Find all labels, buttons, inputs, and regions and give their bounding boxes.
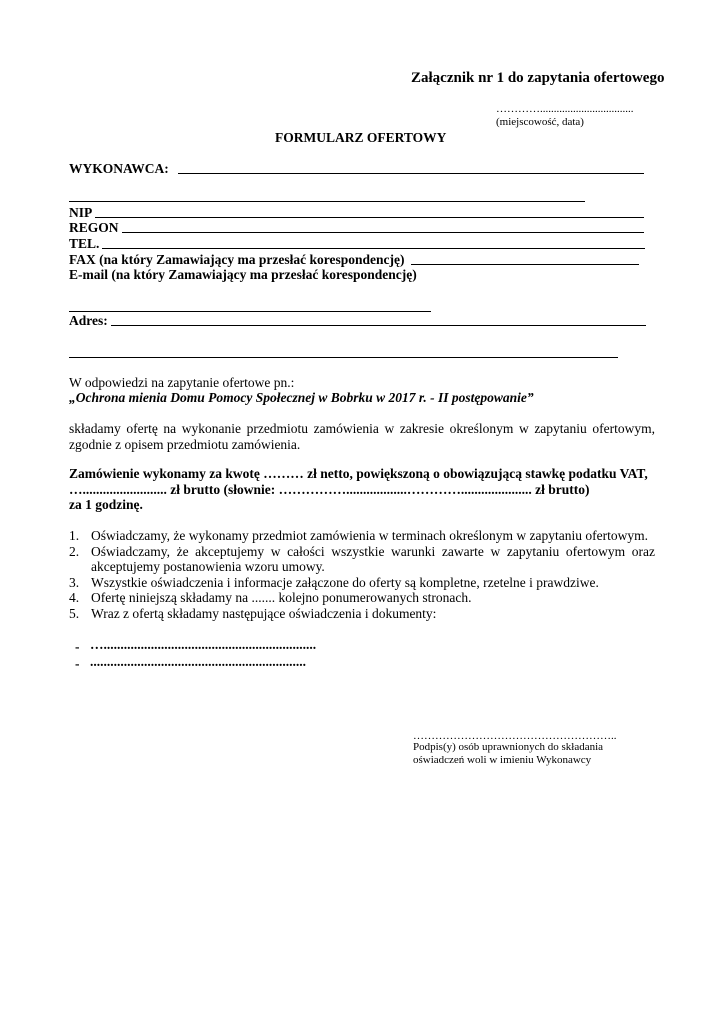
- email-field[interactable]: [69, 267, 417, 283]
- attachment-item[interactable]: ................................................................: [90, 654, 306, 669]
- attachment-item[interactable]: …...............................................................: [90, 637, 317, 652]
- tel-label: TEL.: [69, 236, 100, 251]
- attachment-bullet: -: [75, 639, 80, 654]
- form-title: FORMULARZ OFERTOWY: [275, 130, 447, 145]
- fax-label: FAX (na który Zamawiający ma przesłać korespondencję): [69, 252, 405, 267]
- email-label: E-mail (na który Zamawiający ma przesłać korespondencję): [69, 267, 417, 282]
- price-line-1: Zamówienie wykonamy za kwotę ……… zł netto, powiększoną o obowiązującą stawkę podatku VAT,: [69, 466, 648, 481]
- price-line-2: …......................... zł brutto (słownie: ……………..................…………..................... zł brutto): [69, 482, 590, 497]
- intro-paragraph: składamy ofertę na wykonanie przedmiotu zamówienia w zakresie określonym w zapytaniu ofertowym, zgodnie z opisem przedmiotu zamówienia.: [69, 421, 655, 452]
- statement-item: 2. Oświadczamy, że akceptujemy w całości wszystkie warunki zawarte w zapytaniu ofertowym oraz akceptujemy postanowienia wzoru umowy.: [69, 543, 655, 575]
- place-date-dots: …………..................................: [496, 103, 634, 115]
- place-date-label: (miejscowość, data): [496, 116, 584, 128]
- regon-label: REGON: [69, 220, 119, 235]
- attachment-bullet: -: [75, 656, 80, 671]
- tel-field[interactable]: [69, 236, 645, 252]
- tender-title: „Ochrona mienia Domu Pomocy Społecznej w Bobrku w 2017 r. - II postępowanie”: [69, 390, 534, 405]
- signature-dots[interactable]: ………………………………………………..: [413, 730, 617, 742]
- wykonawca-label: WYKONAWCA:: [69, 161, 169, 176]
- email-line[interactable]: [69, 311, 431, 312]
- nip-label: NIP: [69, 205, 93, 220]
- price-line-3: za 1 godzinę.: [69, 497, 143, 512]
- signature-caption-2: oświadczeń woli w imieniu Wykonawcy: [413, 754, 592, 766]
- intro-line: W odpowiedzi na zapytanie ofertowe pn.:: [69, 375, 295, 390]
- statement-item: 4. Ofertę niniejszą składamy na ....... kolejno ponumerowanych stronach.: [69, 590, 472, 606]
- adres-label: Adres:: [69, 313, 108, 328]
- adres-extra-line[interactable]: [69, 357, 618, 358]
- wykonawca-field[interactable]: [69, 161, 644, 177]
- adres-field[interactable]: [69, 313, 646, 329]
- statement-item: 1. Oświadczamy, że wykonamy przedmiot zamówienia w terminach określonym w zapytaniu ofertowym.: [69, 528, 648, 543]
- statements-list: [69, 528, 655, 622]
- statement-item: 3. Wszystkie oświadczenia i informacje załączone do oferty są kompletne, rzetelne i prawdziwe.: [69, 574, 599, 590]
- statement-item: 5. Wraz z ofertą składamy następujące oświadczenia i dokumenty:: [69, 605, 437, 621]
- nip-field[interactable]: [69, 205, 644, 221]
- wykonawca-extra-line[interactable]: [69, 201, 585, 202]
- signature-caption-1: Podpis(y) osób uprawnionych do składania: [413, 741, 604, 753]
- regon-field[interactable]: [69, 220, 644, 236]
- attachment-title: Załącznik nr 1 do zapytania ofertowego: [411, 70, 665, 86]
- fax-field[interactable]: [69, 252, 639, 268]
